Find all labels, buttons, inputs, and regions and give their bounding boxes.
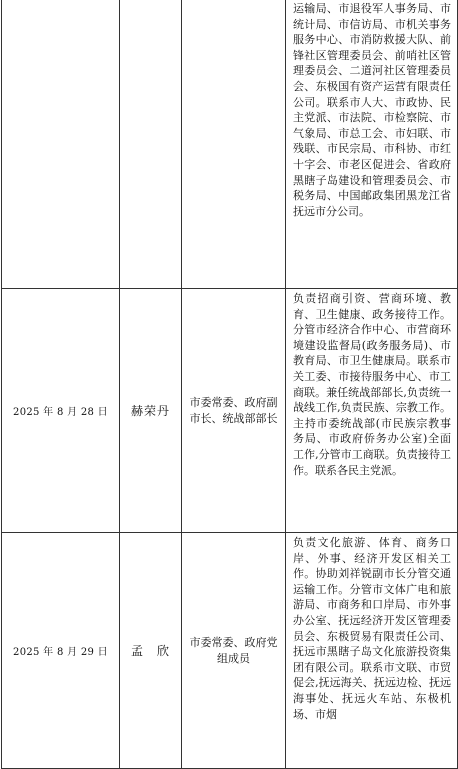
table-row [2, 0, 458, 289]
date-cell [2, 0, 120, 289]
table-row [2, 533, 458, 769]
position-cell [182, 0, 286, 289]
date-cell: 2025 年 8 月 29 日 [2, 533, 120, 769]
duties-cell: 负责招商引资、营商环境、教育、卫生健康、政务接待工作。分管市经济合作中心、市营商环境建设监督局(政务服务局)、市教育局、市卫生健康局。联系市关工委、市接待服务中心、市工商联。兼任统战部部长,负责统一战线工作,负责民族、宗教工作。主持市委统战部(市民族宗教事务局、市政府侨务办公室)全面工作,分管市工商联。负责接待工作。联系各民主党派。 [286, 289, 458, 533]
duties-cell: 运输局、市退役军人事务局、市统计局、市信访局、市机关事务服务中心、市消防救援大队、前锋社区管理委员会、前哨社区管理委员会、二道河社区管理委员会、东极国有资产运营有限责任公司。联系市人大、市政协、民主党派、市法院、市检察院、市气象局、市总工会、市妇联、市残联、市民宗局、市科协、市红十字会、市老区促进会、省政府黑瞎子岛建设和管理委员会、市税务局、中国邮政集团黑龙江省抚远市分公司。 [286, 0, 458, 289]
leadership-duty-table [1, 0, 458, 769]
name-cell: 孟 欣 [120, 533, 182, 769]
table-row [2, 289, 458, 533]
position-cell: 市委常委、政府党组成员 [182, 533, 286, 769]
name-cell [120, 0, 182, 289]
duties-cell: 负责文化旅游、体育、商务口岸、外事、经济开发区相关工作。协助刘祥锐副市长分管交通运输工作。分管市文体广电和旅游局、市商务和口岸局、市外事办公室、抚远经济开发区管理委员会、东极贸易有限责任公司、抚远市黑瞎子岛文化旅游投资集团有限公司。联系市文联、市贸促会,抚远海关、抚远边检、抚远海事处、抚远火车站、东极机场、市烟 [286, 533, 458, 769]
position-cell: 市委常委、政府副市长、统战部部长 [182, 289, 286, 533]
name-cell: 赫荣丹 [120, 289, 182, 533]
date-cell: 2025 年 8 月 28 日 [2, 289, 120, 533]
